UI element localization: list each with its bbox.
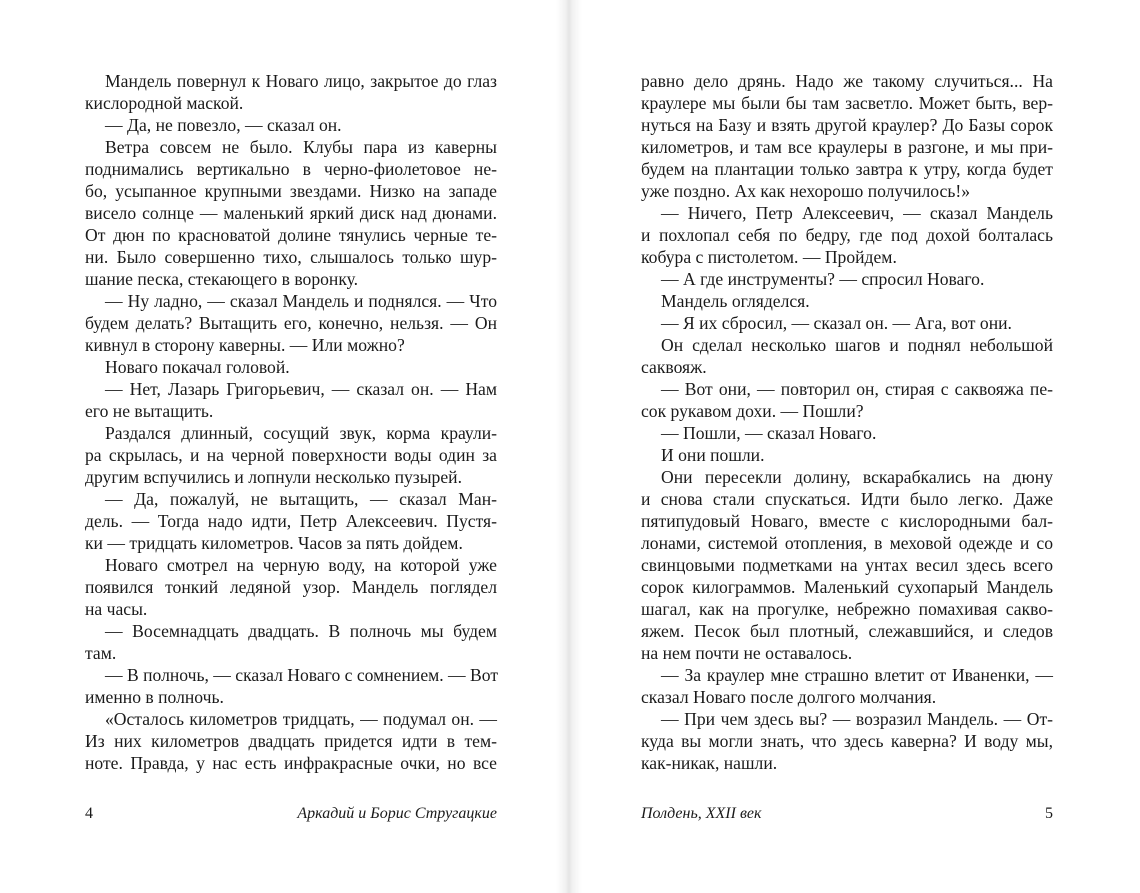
text-line: — Нет, Лазарь Григорьевич, — сказал он. — Нам xyxy=(105,379,497,399)
text-line: именно в полночь. xyxy=(85,687,224,707)
text-line: кислородной маской. xyxy=(85,93,244,113)
book-gutter xyxy=(556,0,582,893)
text-line: — Пошли, — сказал Новаго. xyxy=(661,423,877,443)
right-page-text xyxy=(641,70,1053,774)
text-line: кивнул в сторону каверны. — Или можно? xyxy=(85,335,405,355)
text-line: уже поздно. Ах как нехорошо получилось!» xyxy=(641,181,971,201)
text-line: Они пересекли долину, вскарабкались на дюну xyxy=(661,467,1053,487)
text-line: Новаго смотрел на черную воду, на которой уже xyxy=(105,555,497,575)
left-page-text xyxy=(85,70,497,774)
text-line: — Ничего, Петр Алексеевич, — сказал Мандель xyxy=(661,203,1053,223)
right-page-number: 5 xyxy=(1045,805,1053,822)
text-line: и похлопал себя по бедру, где под дохой болталась xyxy=(641,225,1053,245)
text-line: Из них километров двадцать придется идти в тем- xyxy=(85,731,497,751)
text-line: ни. Было совершенно тихо, слышалось только шур- xyxy=(85,247,497,267)
text-line: Мандель повернул к Новаго лицо, закрытое до глаз xyxy=(105,71,497,91)
text-line: появился тонкий ледяной узор. Мандель поглядел xyxy=(85,577,497,597)
text-line: висело солнце — маленький яркий диск над дюнами. xyxy=(85,203,497,223)
text-line: бо, усыпанное крупными звездами. Низко на западе xyxy=(85,181,497,201)
text-line: кобура с пистолетом. — Пройдем. xyxy=(641,247,897,267)
text-line: шагал, как на прогулке, небрежно помахивая сакво- xyxy=(641,599,1053,619)
text-line: дель. — Тогда надо идти, Петр Алексеевич. Пустя- xyxy=(85,511,497,531)
text-line: сорок килограммов. Маленький сухопарый Мандель xyxy=(641,577,1053,597)
text-line: куда вы могли знать, что здесь каверна? И воду мы, xyxy=(641,731,1053,751)
right-running-title: Полдень, XXII век xyxy=(641,805,762,822)
text-line: яжем. Песок был плотный, слежавшийся, и следов xyxy=(641,621,1053,641)
text-line: там. xyxy=(85,643,117,663)
text-line: саквояж. xyxy=(641,357,707,377)
text-line: Мандель огляделся. xyxy=(661,291,810,311)
text-line: — Восемнадцать двадцать. В полночь мы будем xyxy=(105,621,497,641)
text-line: — При чем здесь вы? — возразил Мандель. — От- xyxy=(661,709,1053,729)
text-line: — Вот они, — повторил он, стирая с саквояжа пе- xyxy=(661,379,1053,399)
text-line: и снова стали спускаться. Идти было легко. Даже xyxy=(641,489,1053,509)
text-line: — Я их сбросил, — сказал он. — Ага, вот они. xyxy=(661,313,1012,333)
text-line: — Да, не повезло, — сказал он. xyxy=(105,115,342,135)
text-line: сок рукавом дохи. — Пошли? xyxy=(641,401,864,421)
left-page-number: 4 xyxy=(85,805,93,822)
text-line: — Да, пожалуй, не вытащить, — сказал Ман- xyxy=(105,489,497,509)
text-line: И они пошли. xyxy=(661,445,765,465)
text-line: Он сделал несколько шагов и поднял небольшой xyxy=(661,335,1053,355)
text-line: поднимались вертикально в черно-фиолетовое не- xyxy=(85,159,497,179)
text-line: на часы. xyxy=(85,599,148,619)
text-line: другим вспучились и лопнули несколько пузырей. xyxy=(85,467,462,487)
text-line: — В полночь, — сказал Новаго с сомнением. — Вот xyxy=(105,665,499,685)
text-line: лонами, системой отопления, в меховой одежде и со xyxy=(641,533,1053,553)
text-line: будем делать? Вытащить его, конечно, нельзя. — Он xyxy=(85,313,497,333)
text-line: ра скрылась, и на черной поверхности воды один за xyxy=(85,445,497,465)
text-line: пятипудовый Новаго, вместе с кислородными бал- xyxy=(641,511,1053,531)
text-line: Новаго покачал головой. xyxy=(105,357,290,377)
text-line: Ветра совсем не было. Клубы пара из каверны xyxy=(105,137,497,157)
text-line: ноте. Правда, у нас есть инфракрасные очки, но все xyxy=(85,753,497,773)
text-line: «Осталось километров тридцать, — подумал он. — xyxy=(105,709,497,729)
text-line: километров, и там все краулеры в разгоне, и мы при- xyxy=(641,137,1053,157)
text-line: — А где инструменты? — спросил Новаго. xyxy=(661,269,985,289)
text-line: нуться на Базу и взять другой краулер? До Базы сорок xyxy=(641,115,1053,135)
text-line: будем на плантации только завтра к утру, когда будет xyxy=(641,159,1053,179)
text-line: его не вытащить. xyxy=(85,401,214,421)
text-line: как-никак, нашли. xyxy=(641,753,778,773)
left-running-title: Аркадий и Борис Стругацкие xyxy=(297,805,497,822)
text-line: на нем почти не оставалось. xyxy=(641,643,853,663)
text-line: краулере мы были бы там засветло. Может быть, вер- xyxy=(641,93,1053,113)
text-line: Раздался длинный, сосущий звук, корма краули- xyxy=(105,423,497,443)
text-line: равно дело дрянь. Надо же такому случиться... На xyxy=(641,71,1053,91)
text-line: сказал Новаго после долгого молчания. xyxy=(641,687,937,707)
text-line: — Ну ладно, — сказал Мандель и поднялся. — Что xyxy=(105,291,497,311)
text-line: ки — тридцать километров. Часов за пять дойдем. xyxy=(85,533,463,553)
text-line: свинцовыми подметками на унтах весил здесь всего xyxy=(641,555,1053,575)
text-line: шание песка, стекающего в воронку. xyxy=(85,269,359,289)
text-line: — За краулер мне страшно влетит от Иваненки, — xyxy=(661,665,1053,685)
text-line: От дюн по красноватой долине тянулись черные те- xyxy=(85,225,497,245)
